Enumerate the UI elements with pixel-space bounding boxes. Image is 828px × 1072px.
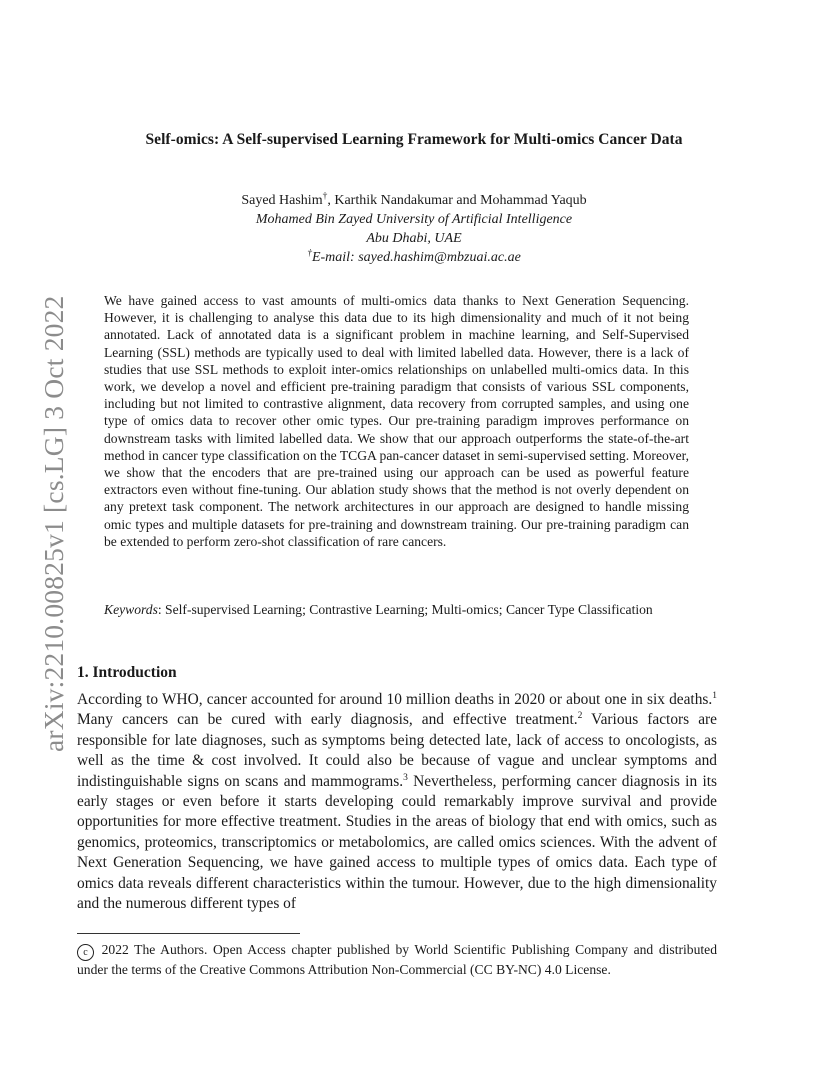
- abstract: We have gained access to vast amounts of multi-omics data thanks to Next Generation Sequencing. However, it is challenging to analyse this data due to its high dimensionality and much of it not being annotated. Lack of annotated data is a significant problem in machine learning, and Self-Supervised Learning (SSL) methods are typically used to deal with limited labelled data. However, there is a lack of studies that use SSL methods to exploit inter-omics relationships on unlabelled multi-omics data. In this work, we develop a novel and efficient pre-training paradigm that consists of various SSL components, including but not limited to contrastive alignment, data recovery from corrupted samples, and using one type of omics data to recover other omic types. Our pre-training paradigm improves performance on downstream tasks with limited labelled data. We show that our approach outperforms the state-of-the-art method in cancer type classification on the TCGA pan-cancer dataset in semi-supervised setting. Moreover, we show that the encoders that are pre-trained using our approach can be used as powerful feature extractors even without fine-tuning. Our ablation study shows that the method is not overly dependent on any pretext task component. The network architectures in our approach are designed to handle missing omic types and multiple datasets for pre-training and downstream training. Our pre-training paradigm can be extended to perform zero-shot classification of rare cancers.: [104, 293, 689, 549]
- affiliation: Mohamed Bin Zayed University of Artificial Intelligence: [255, 212, 573, 227]
- citation-3: 3: [403, 772, 408, 783]
- author-block: [0, 191, 828, 267]
- keywords-list: : Self-supervised Learning; Contrastive Learning; Multi-omics; Cancer Type Classification: [157, 602, 653, 617]
- intro-text-1: According to WHO, cancer accounted for around 10 million deaths in 2020 or about one in six deaths.: [77, 691, 713, 708]
- intro-text-4: Nevertheless, performing cancer diagnosis in its early stages or even before it starts developing could remarkably improve survival and provide opportunities for more effective treatment. Studies in the areas of biology that end with omics, such as genomics, proteomics, transcriptomics or metabolomics, are called omics sciences. With the advent of Next Generation Sequencing, we have gained access to multiple types of omics data. Each type of omics data reveals different characteristics within the tumour. However, due to the high dimensionality and the numerous different types of: [77, 772, 717, 913]
- paper-title: Self-omics: A Self-supervised Learning Framework for Multi-omics Cancer Data: [145, 131, 683, 148]
- citation-2: 2: [577, 711, 583, 722]
- first-author: Sayed Hashim: [241, 193, 323, 208]
- footnote-rule: [77, 933, 300, 934]
- introduction-paragraph: [77, 690, 717, 914]
- location: Abu Dhabi, UAE: [366, 231, 462, 246]
- footnote-text: 2022 The Authors. Open Access chapter published by World Scientific Publishing Company and distributed under the terms of the Creative Commons Attribution Non-Commercial (CC BY-NC) 4.0 License.: [77, 942, 717, 977]
- email-mark: †: [307, 248, 312, 259]
- email: E-mail: sayed.hashim@mbzuai.ac.ae: [311, 250, 521, 265]
- keywords: [104, 601, 689, 618]
- other-authors: , Karthik Nandakumar and Mohammad Yaqub: [327, 193, 587, 208]
- intro-text-3: Various factors are responsible for late diagnoses, such as symptoms being detected late, lack of access to oncologists, as well as the time & cost involved. It could also be because of vague and unclear symptoms and indistinguishable signs on scans and mammograms.: [77, 711, 717, 790]
- keywords-label: Keywords: [104, 602, 158, 617]
- section-heading-introduction: 1. Introduction: [77, 664, 177, 681]
- copyright-footnote: [77, 941, 717, 980]
- author-names: [0, 191, 828, 210]
- citation-1: 1: [712, 690, 717, 701]
- intro-text-2: Many cancers can be cured with early diagnosis, and effective treatment.: [77, 711, 578, 729]
- copyright-icon: c: [77, 944, 94, 961]
- email-line: [0, 248, 828, 267]
- arxiv-identifier: arXiv:2210.00825v1 [cs.LG] 3 Oct 2022: [38, 295, 69, 752]
- author-mark: †: [322, 191, 328, 202]
